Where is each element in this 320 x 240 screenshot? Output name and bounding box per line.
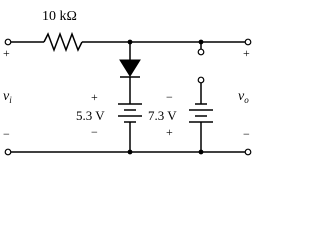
output-voltage-subscript: o [244,95,249,105]
right-branch-terminal-top [198,49,204,55]
node-top-diode [128,40,133,45]
battery-left-minus: − [91,125,98,139]
battery-right-plus: + [166,125,173,139]
node-bottom-diode [128,150,133,155]
resistor-label: 10 kΩ [42,9,77,24]
input-voltage-label: $v_i$ [3,89,12,105]
node-top-right [199,40,204,45]
input-plus: + [3,46,10,60]
diode-icon [120,60,140,76]
resistor [44,34,82,50]
battery-left-value: 5.3 V [76,108,105,123]
output-terminal-top [245,39,251,45]
input-voltage-subscript: i [9,95,12,105]
output-voltage-label: $v_o$ [238,89,249,105]
output-plus: + [243,46,250,60]
right-branch-terminal-bottom [198,77,204,83]
output-terminal-bottom [245,149,251,155]
battery-left-plus: + [91,90,98,104]
input-terminal-top [5,39,11,45]
battery-right-value: 7.3 V [148,108,177,123]
input-terminal-bottom [5,149,11,155]
input-minus: − [3,127,10,141]
output-minus: − [243,127,250,141]
battery-right-minus: − [166,90,173,104]
node-bottom-right [199,150,204,155]
